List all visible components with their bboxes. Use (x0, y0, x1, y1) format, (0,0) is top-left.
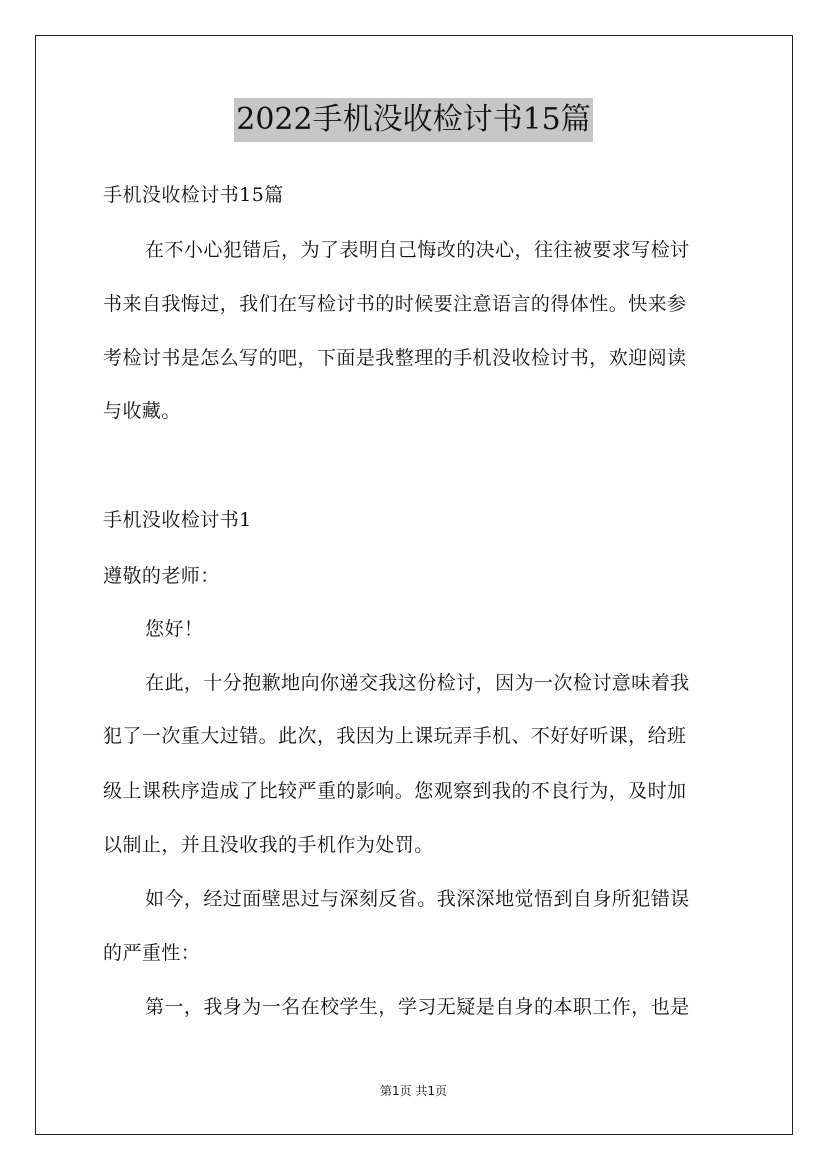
document-title: 2022手机没收检讨书15篇 (234, 98, 593, 142)
salutation: 遵敬的老师： (103, 565, 220, 587)
page-footer: 第1页 共1页 (379, 1084, 448, 1098)
subtitle: 手机没收检讨书15篇 (103, 184, 284, 206)
paragraph-line: 考检讨书是怎么写的吧，下面是我整理的手机没收检讨书，欢迎阅读 (103, 347, 687, 369)
paragraph-line: 在不小心犯错后，为了表明自己悔改的决心，往往被要求写检讨 (145, 239, 690, 261)
paragraph-line: 在此，十分抱歉地向你递交我这份检讨，因为一次检讨意味着我 (145, 672, 690, 694)
paragraph-line: 书来自我悔过，我们在写检讨书的时候要注意语言的得体性。快来参 (103, 293, 687, 315)
paragraph-line: 的严重性： (103, 942, 201, 964)
paragraph-line: 级上课秩序造成了比较严重的影响。您观察到我的不良行为，及时加 (103, 780, 687, 802)
greeting: 您好！ (145, 618, 204, 640)
paragraph-line: 以制止，并且没收我的手机作为处罚。 (103, 834, 434, 856)
section-heading: 手机没收检讨书1 (103, 509, 252, 531)
paragraph-line: 如今，经过面壁思过与深刻反省。我深深地觉悟到自身所犯错误 (145, 888, 690, 910)
paragraph-line: 与收藏。 (103, 400, 181, 422)
title-container (0, 98, 827, 142)
paragraph-line: 犯了一次重大过错。此次，我因为上课玩弄手机、不好好听课，给班 (103, 725, 687, 747)
paragraph-line: 第一，我身为一名在校学生，学习无疑是自身的本职工作，也是 (145, 996, 690, 1018)
